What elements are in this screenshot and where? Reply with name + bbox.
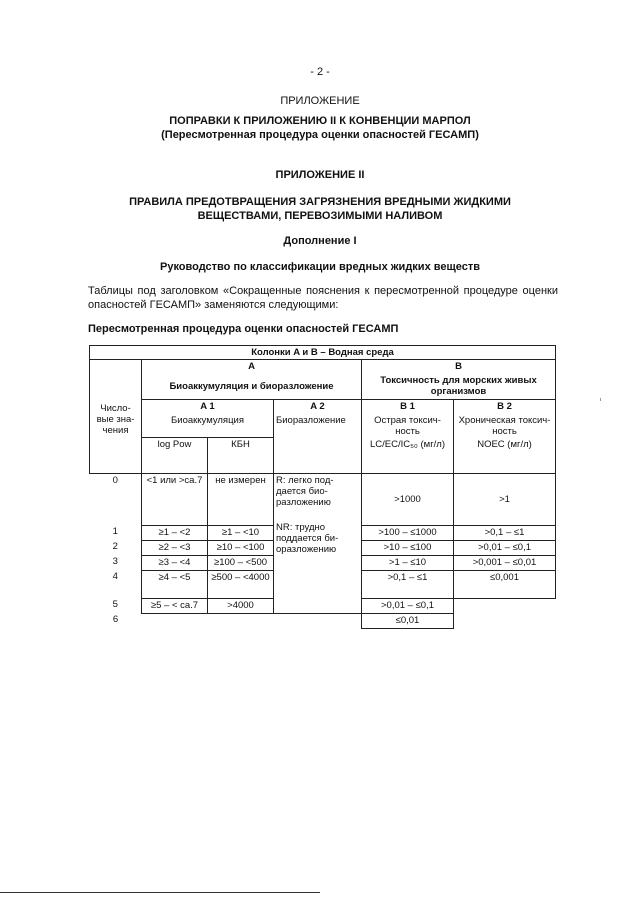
rating-0: 0 (112, 474, 118, 486)
page-number: - 2 - (310, 66, 330, 78)
a2-readily: R: легко под-дается био-разложению (276, 474, 334, 508)
bcf-3: ≥100 – <500 (208, 555, 274, 570)
bcf-6 (208, 613, 274, 628)
scan-speck (600, 398, 601, 401)
logpow-1: ≥1 – <2 (142, 525, 208, 540)
col-b2-code: B 2 (454, 400, 556, 414)
a2-cell (274, 473, 362, 613)
col-a2-title: Биоразложение (274, 414, 362, 438)
annex-heading: ПРИЛОЖЕНИЕ (280, 95, 360, 107)
logpow-6 (142, 613, 208, 628)
b1-2: >10 – ≤100 (362, 540, 454, 555)
bcf-5: >4000 (208, 598, 274, 613)
a2-spacer (274, 438, 362, 474)
b1-5: >0,01 – ≤0,1 (362, 598, 454, 613)
b2-5 (454, 598, 556, 613)
col-a1-title: Биоаккумуляция (142, 414, 274, 438)
b1-4: >0,1 – ≤1 (362, 570, 454, 598)
b2-2: >0,01 – ≤0,1 (454, 540, 556, 555)
bcf-1: ≥1 – <10 (208, 525, 274, 540)
rating-label: Число-вые зна-чения (90, 438, 142, 474)
bcf-0: не измерен (208, 473, 274, 525)
b2-unit: NOEC (мг/л) (454, 438, 556, 474)
logpow-header: log Pow (142, 438, 208, 474)
title-line-1: ПОПРАВКИ К ПРИЛОЖЕНИЮ II К КОНВЕНЦИИ МАРПОЛ (169, 115, 471, 127)
footer-rule (0, 892, 320, 893)
col-b-title: Токсичность для морских живых организмов (362, 374, 556, 400)
b2-6 (454, 613, 556, 628)
a2-6 (274, 613, 362, 628)
b2-3: >0,001 – ≤0,01 (454, 555, 556, 570)
col-a1-code: A 1 (142, 400, 274, 414)
b1-6: ≤0,01 (362, 613, 454, 628)
logpow-2: ≥2 – <3 (142, 540, 208, 555)
col-a2-code: A 2 (274, 400, 362, 414)
rating-5: 5 (112, 599, 118, 610)
rating-3: 3 (112, 556, 118, 567)
b1-0: >1000 (362, 473, 454, 525)
gesamp-table (89, 345, 556, 629)
bcf-2: ≥10 – <100 (208, 540, 274, 555)
rating-1: 1 (112, 526, 118, 537)
rules-line-2: ВЕЩЕСТВАМИ, ПЕРЕВОЗИМЫМИ НАЛИВОМ (197, 210, 443, 222)
a2-not-readily: NR: трудно поддается би-оразложению (276, 521, 339, 555)
col-b-letter: B (362, 360, 556, 374)
bcf-4: ≥500 – <4000 (208, 570, 274, 598)
b1-unit: LC/EC/IC₅₀ (мг/л) (362, 438, 454, 474)
aquatic-header: Колонки A и B – Водная среда (90, 346, 556, 360)
col-a-title: Биоаккумуляция и биоразложение (142, 374, 362, 400)
rules-line-1: ПРАВИЛА ПРЕДОТВРАЩЕНИЯ ЗАГРЯЗНЕНИЯ ВРЕДНЫМИ ЖИДКИМИ (129, 196, 511, 208)
logpow-4: ≥4 – <5 (142, 570, 208, 598)
b2-0: >1 (454, 473, 556, 525)
intro-paragraph: Таблицы под заголовком «Сокращенные пояснения к пересмотренной процедуре оценки опасностей ГЕСАМП» заменяются следующими: (88, 285, 558, 311)
col-b2-title: Хроническая токсич-ность (454, 414, 556, 438)
logpow-0: <1 или >ca.7 (142, 473, 208, 525)
guide-heading: Руководство по классификации вредных жидких веществ (159, 261, 480, 273)
logpow-5: ≥5 – < ca.7 (142, 598, 208, 613)
annex-ii-heading: ПРИЛОЖЕНИЕ II (275, 169, 365, 181)
b2-1: >0,1 – ≤1 (454, 525, 556, 540)
rating-2: 2 (112, 541, 118, 552)
table-subheading: Пересмотренная процедура оценки опасностей ГЕСАМП (88, 323, 399, 335)
col-b1-code: B 1 (362, 400, 454, 414)
b2-4: ≤0,001 (454, 570, 556, 598)
rating-4: 4 (112, 571, 118, 582)
logpow-3: ≥3 – <4 (142, 555, 208, 570)
bcf-header: КБН (208, 438, 274, 474)
appendix-heading: Дополнение I (283, 235, 357, 247)
col-a-letter: A (142, 360, 362, 374)
rating-6: 6 (112, 614, 119, 625)
b1-1: >100 – ≤1000 (362, 525, 454, 540)
title-line-2: (Пересмотренная процедура оценки опасностей ГЕСАМП) (161, 129, 479, 141)
col-b1-title: Острая токсич-ность (362, 414, 454, 438)
b1-3: >1 – ≤10 (362, 555, 454, 570)
